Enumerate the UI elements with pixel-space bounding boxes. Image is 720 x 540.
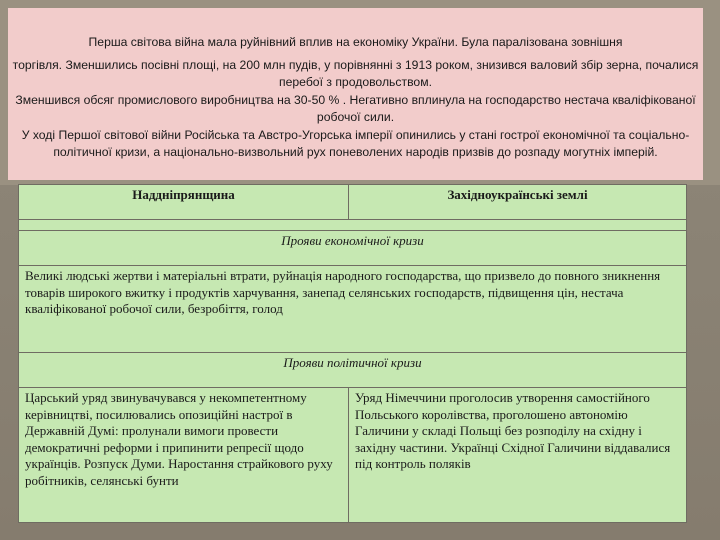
table-row [19, 231, 687, 266]
economic-crisis-title: Прояви економічної кризи [19, 231, 687, 266]
row-divider [19, 220, 687, 231]
intro-paragraph-2: торгівля. Зменшились посівні площі, на 200 млн пудів, у порівнянні з 1913 роком, знизився валовий збір зерна, почалися перебої з продовольством. [12, 57, 699, 89]
economic-crisis-text: Великі людські жертви і матеріальні втрати, руйнація народного господарства, що призвело до повного зникнення товарів широкого вжитку і продуктів харчування, занепад селянських господарств, підвищення цін, нестача кваліфікованої робочої сили, безробіття, голод [19, 266, 687, 353]
table-row [19, 388, 687, 523]
intro-paragraph-4: У ході Першої світової війни Російська та Австро-Угорська імперії опинились у стані гострої економічної та соціально-політичної кризи, а національно-визвольний рух поневолених народів призвів до розпаду могутніх імперій. [21, 127, 690, 159]
table-row [19, 266, 687, 353]
header-naddniprianshchyna: Наддніпрянщина [19, 185, 349, 220]
political-crisis-title: Прояви політичної кризи [19, 353, 687, 388]
intro-paragraph-1: Перша світова війна мала руйнівний вплив на економіку України. Була паралізована зовнішня [88, 35, 623, 49]
political-crisis-left: Царський уряд звинувачувався у некомпетентному керівництві, посилювались опозиційні настрої в Державній Думі: пролунали вимоги провести демократичні реформи і припинити репресії щодо українців. Розпуск Думи. Наростання страйкового руху робітників, селянські бунти [19, 388, 349, 523]
intro-paragraph-3: Зменшився обсяг промислового виробництва на 30-50 % . Негативно вплинула на господарство нестача кваліфікованої робочої сили. [15, 92, 696, 124]
table-row [19, 220, 687, 231]
table-row [19, 353, 687, 388]
table-header-row [19, 185, 687, 220]
political-crisis-right: Уряд Німеччини проголосив утворення самостійного Польського королівства, проголошено автономію Галичини у складі Польщі без розподілу на східну і західну частини. Українці Східної Галичини віддавалися під контроль поляків [349, 388, 687, 523]
header-western-lands: Західноукраїнські землі [349, 185, 687, 220]
intro-text-box [8, 8, 703, 180]
crisis-comparison-table [18, 184, 687, 523]
